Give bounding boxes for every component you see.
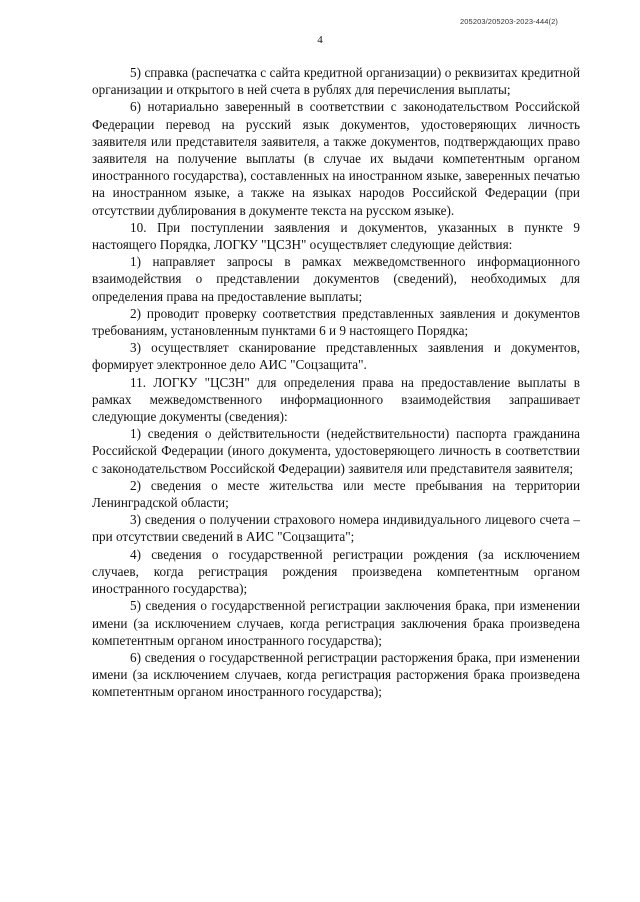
document-id: 205203/205203-2023-444(2)	[460, 17, 558, 26]
paragraph-clause-10-item-1: 1) направляет запросы в рамках межведомственного информационного взаимодействия о представлении документов (сведений), необходимых для определения права на предоставление выплаты;	[92, 254, 580, 304]
paragraph-clause-11-item-6: 6) сведения о государственной регистрации расторжения брака, при изменении имени (за исключением случаев, когда регистрация расторжения брака произведена компетентным органом иностранного государства);	[92, 649, 580, 700]
paragraph-clause-11-item-1: 1) сведения о действительности (недействительности) паспорта гражданина Российской Федерации (иного документа, удостоверяющего личность в соответствии с законодательством Российской Федерации) заявителя или представителя заявителя;	[92, 426, 580, 476]
paragraph-clause-10: 10. При поступлении заявления и документов, указанных в пункте 9 настоящего Порядка, ЛОГКУ "ЦСЗН" осуществляет следующие действия:	[92, 219, 580, 253]
paragraph-clause-10-item-2: 2) проводит проверку соответствия представленных заявления и документов требованиям, установленным пунктами 6 и 9 настоящего Порядка;	[92, 305, 580, 339]
paragraph-clause-11: 11. ЛОГКУ "ЦСЗН" для определения права на предоставление выплаты в рамках межведомственного информационного взаимодействия запрашивает следующие документы (сведения):	[92, 374, 580, 425]
document-body	[92, 64, 580, 701]
paragraph-clause-11-item-2: 2) сведения о месте жительства или месте пребывания на территории Ленинградской области;	[92, 477, 580, 511]
page-number: 4	[317, 34, 323, 46]
paragraph-clause-11-item-4: 4) сведения о государственной регистрации рождения (за исключением случаев, когда регистрация рождения произведена компетентным органом иностранного государства);	[92, 546, 580, 597]
paragraph-clause-10-item-3: 3) осуществляет сканирование представленных заявления и документов, формирует электронное дело АИС "Соцзащита".	[92, 340, 580, 373]
paragraph-item-6-notarized-translation: 6) нотариально заверенный в соответствии с законодательством Российской Федерации перевод на русский язык документов, удостоверяющих личность заявителя или представителя заявителя, а также документов, подтверждающих право заявителя на получение выплаты (в случае их выдачи компетентным органом иностранного государства), составленных на иностранном языке, заверенных печатью на иностранном языке, а также на языках народов Российской Федерации (при отсутствии дублирования в документе текста на русском языке).	[92, 99, 580, 218]
paragraph-clause-11-item-5: 5) сведения о государственной регистрации заключения брака, при изменении имени (за исключением случаев, когда регистрация заключения брака произведена компетентным органом иностранного государства);	[92, 598, 580, 648]
paragraph-item-5-bank-details: 5) справка (распечатка с сайта кредитной организации) о реквизитах кредитной организации и открытого в ней счета в рублях для перечисления выплаты;	[92, 65, 580, 98]
paragraph-clause-11-item-3: 3) сведения о получении страхового номера индивидуального лицевого счета – при отсутствии сведений в АИС "Соцзащита";	[92, 512, 580, 545]
